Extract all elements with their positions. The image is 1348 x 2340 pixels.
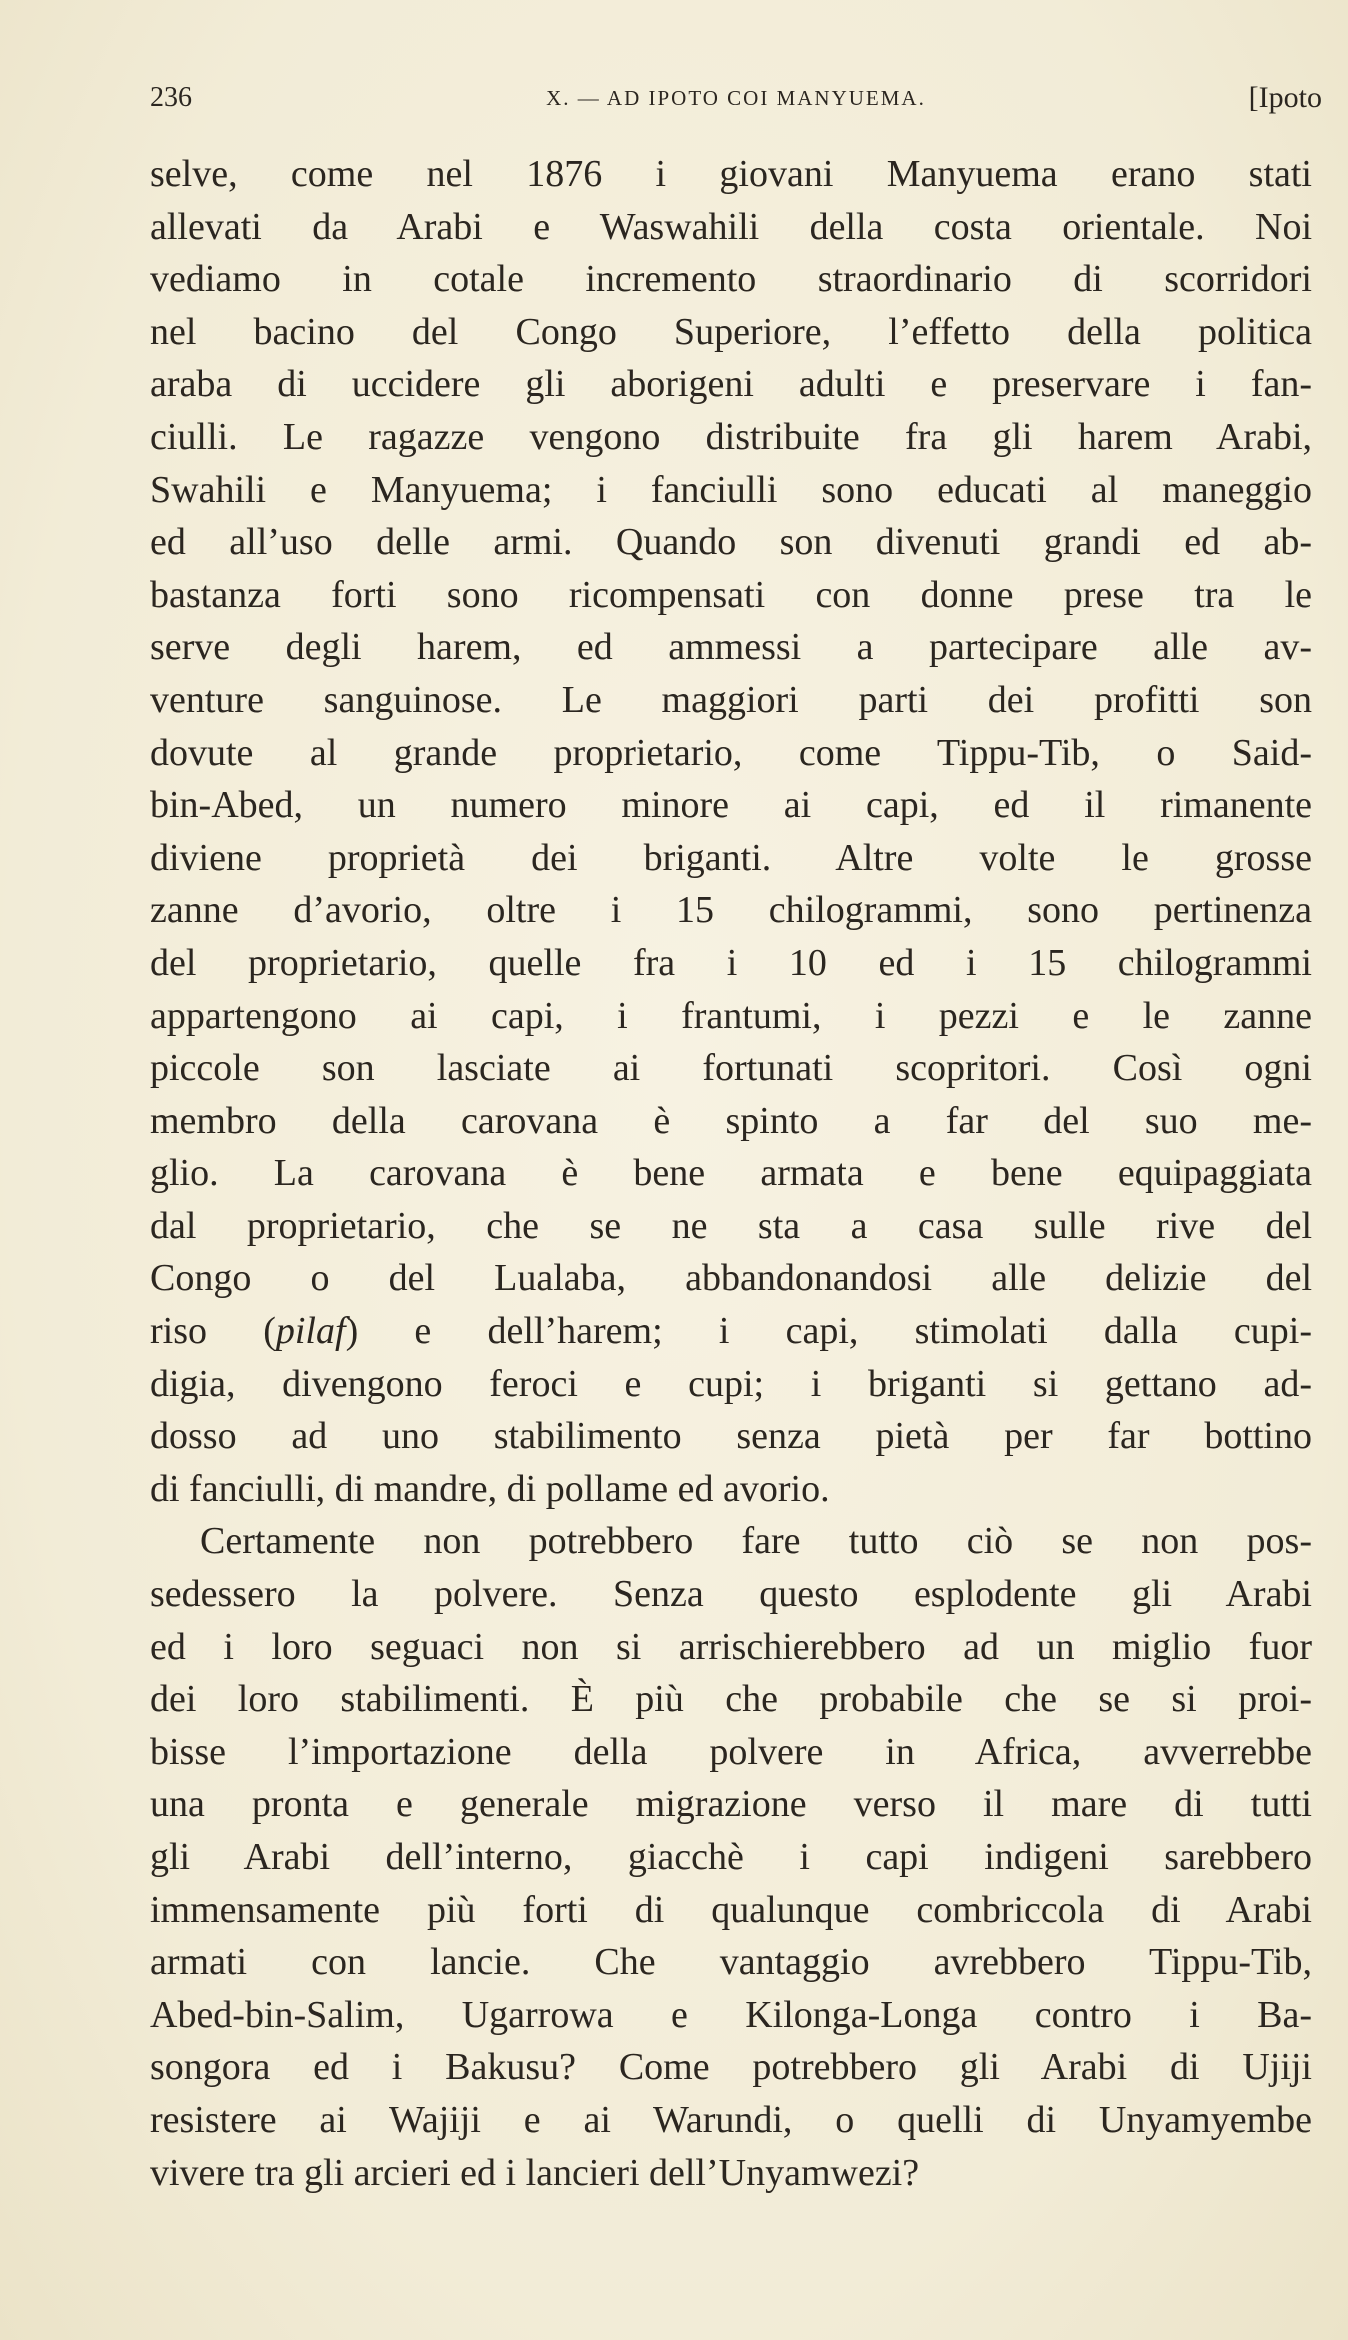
text-line: bin-Abed, un numero minore ai capi, ed il rimanente xyxy=(150,784,1312,827)
text-line-pilaf xyxy=(150,1305,1312,1358)
text-line: araba di uccidere gli aborigeni adulti e preservare i fan- xyxy=(150,363,1312,406)
body-text xyxy=(150,148,1312,2199)
text-line: dovute al grande proprietario, come Tippu-Tib, o Said- xyxy=(150,731,1312,774)
text-line: sedessero la polvere. Senza questo esplodente gli Arabi xyxy=(150,1573,1312,1616)
text-line: nel bacino del Congo Superiore, l’effetto della politica xyxy=(150,310,1312,353)
text-line: Congo o del Lualaba, abbandonandosi alle delizie del xyxy=(150,1257,1312,1300)
text-line: ed i loro seguaci non si arrischierebbero ad un miglio fuor xyxy=(150,1625,1312,1668)
text-line: immensamente più forti di qualunque combriccola di Arabi xyxy=(150,1888,1312,1931)
text-line: songora ed i Bakusu? Come potrebbero gli Arabi di Ujiji xyxy=(150,2046,1312,2089)
text-line: zanne d’avorio, oltre i 15 chilogrammi, sono pertinenza xyxy=(150,889,1312,932)
text-line: bisse l’importazione della polvere in Africa, avverrebbe xyxy=(150,1730,1312,1773)
text-line: membro della carovana è spinto a far del suo me- xyxy=(150,1099,1312,1142)
page-number: 236 xyxy=(150,82,192,113)
text-line: dal proprietario, che se ne sta a casa sulle rive del xyxy=(150,1204,1312,1247)
text-line: glio. La carovana è bene armata e bene equipaggiata xyxy=(150,1152,1312,1195)
text-line: allevati da Arabi e Waswahili della costa orientale. Noi xyxy=(150,205,1312,248)
text-line: Abed-bin-Salim, Ugarrowa e Kilonga-Longa contro i Ba- xyxy=(150,1993,1312,2036)
text-line: del proprietario, quelle fra i 10 ed i 15 chilogrammi xyxy=(150,941,1312,984)
text-line: vivere tra gli arcieri ed i lancieri dell’Unyamwezi? xyxy=(150,2151,920,2194)
text-line: dosso ad uno stabilimento senza pietà per far bottino xyxy=(150,1415,1312,1458)
text-line: Certamente non potrebbero fare tutto ciò se non pos- xyxy=(200,1520,1312,1563)
text-line: ciulli. Le ragazze vengono distribuite fra gli harem Arabi, xyxy=(150,415,1312,458)
running-head xyxy=(150,78,1322,118)
pilaf-after: ) e dell’harem; i capi, stimolati dalla cupi- xyxy=(345,1310,1312,1353)
text-line: dei loro stabilimenti. È più che probabile che se si proi- xyxy=(150,1678,1312,1721)
pilaf-italic: pilaf xyxy=(275,1310,346,1353)
text-line: bastanza forti sono ricompensati con donne prese tra le xyxy=(150,573,1312,616)
text-line: resistere ai Wajiji e ai Warundi, o quelli di Unyamyembe xyxy=(150,2098,1312,2141)
text-line: appartengono ai capi, i frantumi, i pezzi e le zanne xyxy=(150,994,1312,1037)
text-line: vediamo in cotale incremento straordinario di scorridori xyxy=(150,258,1312,301)
text-line: venture sanguinose. Le maggiori parti dei profitti son xyxy=(150,678,1312,721)
text-line: selve, come nel 1876 i giovani Manyuema erano stati xyxy=(150,153,1312,195)
text-line: diviene proprietà dei briganti. Altre volte le grosse xyxy=(150,836,1312,879)
text-line: Swahili e Manyuema; i fanciulli sono educati al maneggio xyxy=(150,468,1312,511)
text-line: una pronta e generale migrazione verso il mare di tutti xyxy=(150,1783,1312,1826)
text-line: ed all’uso delle armi. Quando son divenuti grandi ed ab- xyxy=(150,521,1312,564)
text-line: digia, divengono feroci e cupi; i briganti si gettano ad- xyxy=(150,1362,1312,1405)
text-line: di fanciulli, di mandre, di pollame ed avorio. xyxy=(150,1467,830,1510)
text-line: armati con lancie. Che vantaggio avrebbero Tippu-Tib, xyxy=(150,1941,1312,1984)
pilaf-before: riso ( xyxy=(150,1310,276,1353)
section-tag: [Ipoto xyxy=(1248,81,1322,114)
text-line: serve degli harem, ed ammessi a partecipare alle av- xyxy=(150,626,1312,669)
chapter-title: X. — AD IPOTO COI MANYUEMA. xyxy=(546,86,926,110)
text-line: piccole son lasciate ai fortunati scopritori. Così ogni xyxy=(150,1047,1312,1090)
text-line: gli Arabi dell’interno, giacchè i capi indigeni sarebbero xyxy=(150,1836,1312,1878)
